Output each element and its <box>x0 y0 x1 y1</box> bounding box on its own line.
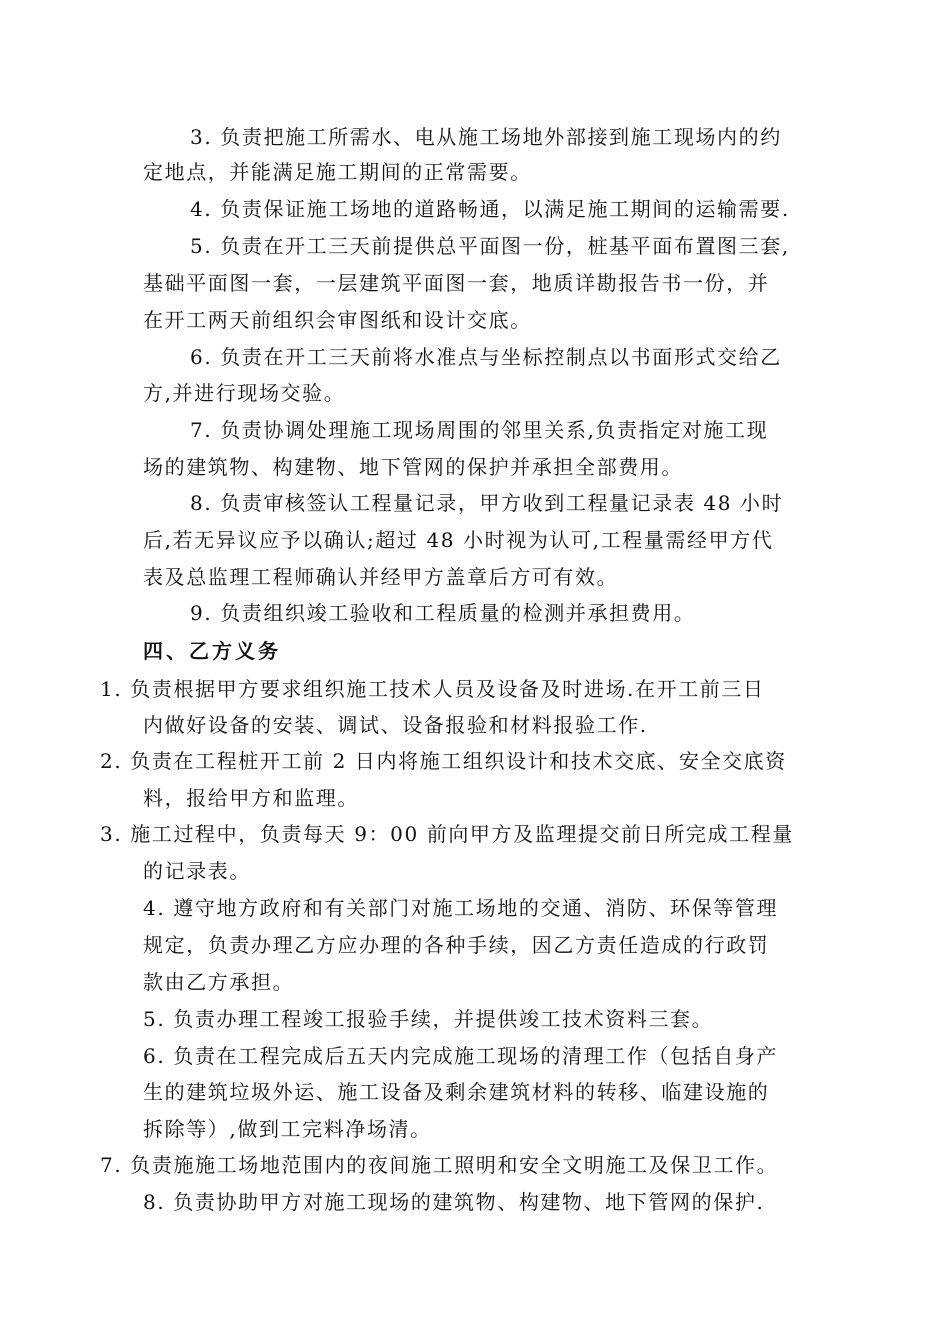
clause-b6-line2: 生的建筑垃圾外运、施工设备及剩余建筑材料的转移、临建设施的 <box>143 1080 770 1104</box>
clause-b6-line1: 6. 负责在工程完成后五天内完成施工现场的清理工作（包括自身产 <box>143 1044 779 1068</box>
clause-a7-line2: 场的建筑物、构建物、地下管网的保护并承担全部费用。 <box>143 455 683 479</box>
section-heading: 四、乙方义务 <box>143 639 281 663</box>
clause-b2-line2: 料，报给甲方和监理。 <box>143 786 359 810</box>
clause-a5-line3: 在开工两天前组织会审图纸和设计交底。 <box>143 308 532 332</box>
clause-a4-line1: 4. 负责保证施工场地的道路畅通，以满足施工期间的运输需要. <box>190 197 790 221</box>
clause-b4-line2: 规定，负责办理乙方应办理的各种手续，因乙方责任造成的行政罚 <box>143 933 770 957</box>
clause-a6-line1: 6. 负责在开工三天前将水准点与坐标控制点以书面形式交给乙 <box>190 345 782 369</box>
clause-b6-line3: 拆除等）,做到工完料净场清。 <box>143 1117 432 1141</box>
clause-a7-line1: 7. 负责协调处理施工现场周围的邻里关系,负责指定对施工现 <box>190 418 769 442</box>
clause-a3-line2: 定地点，并能满足施工期间的正常需要。 <box>143 160 532 184</box>
clause-b1-line2: 内做好设备的安装、调试、设备报验和材料报验工作. <box>143 713 648 737</box>
clause-b8-line1: 8. 负责协助甲方对施工现场的建筑物、构建物、地下管网的保护. <box>143 1190 765 1214</box>
clause-a6-line2: 方,并进行现场交验。 <box>143 381 346 405</box>
clause-b3-line1: 3. 施工过程中，负责每天 9：00 前向甲方及监理提交前日所完成工程量 <box>100 822 794 846</box>
clause-b5-line1: 5. 负责办理工程竣工报验手续，并提供竣工技术资料三套。 <box>143 1007 714 1031</box>
clause-b3-line2: 的记录表。 <box>143 859 251 883</box>
clause-b4-line1: 4. 遵守地方政府和有关部门对施工场地的交通、消防、环保等管理 <box>143 896 779 920</box>
clause-b1-line1: 1. 负责根据甲方要求组织施工技术人员及设备及时进场.在开工前三日 <box>100 677 765 701</box>
clause-a8-line1: 8. 负责审核签认工程量记录，甲方收到工程量记录表 48 小时 <box>190 491 784 515</box>
clause-a9-line1: 9. 负责组织竣工验收和工程质量的检测并承担费用。 <box>190 601 696 625</box>
clause-a8-line3: 表及总监理工程师确认并经甲方盖章后方可有效。 <box>143 565 619 589</box>
clause-a5-line1: 5. 负责在开工三天前提供总平面图一份，桩基平面布置图三套, <box>190 234 790 258</box>
clause-b4-line3: 款由乙方承担。 <box>143 970 295 994</box>
clause-a8-line2: 后,若无异议应予以确认;超过 48 小时视为认可,工程量需经甲方代 <box>143 528 774 552</box>
clause-a3-line1: 3. 负责把施工所需水、电从施工场地外部接到施工现场内的约 <box>190 125 782 149</box>
clause-a5-line2: 基础平面图一套，一层建筑平面图一套，地质详勘报告书一份，并 <box>143 271 770 295</box>
clause-b2-line1: 2. 负责在工程桩开工前 2 日内将施工组织设计和技术交底、安全交底资 <box>100 749 787 773</box>
clause-b7-line1: 7. 负责施施工场地范围内的夜间施工照明和安全文明施工及保卫工作。 <box>100 1153 779 1177</box>
